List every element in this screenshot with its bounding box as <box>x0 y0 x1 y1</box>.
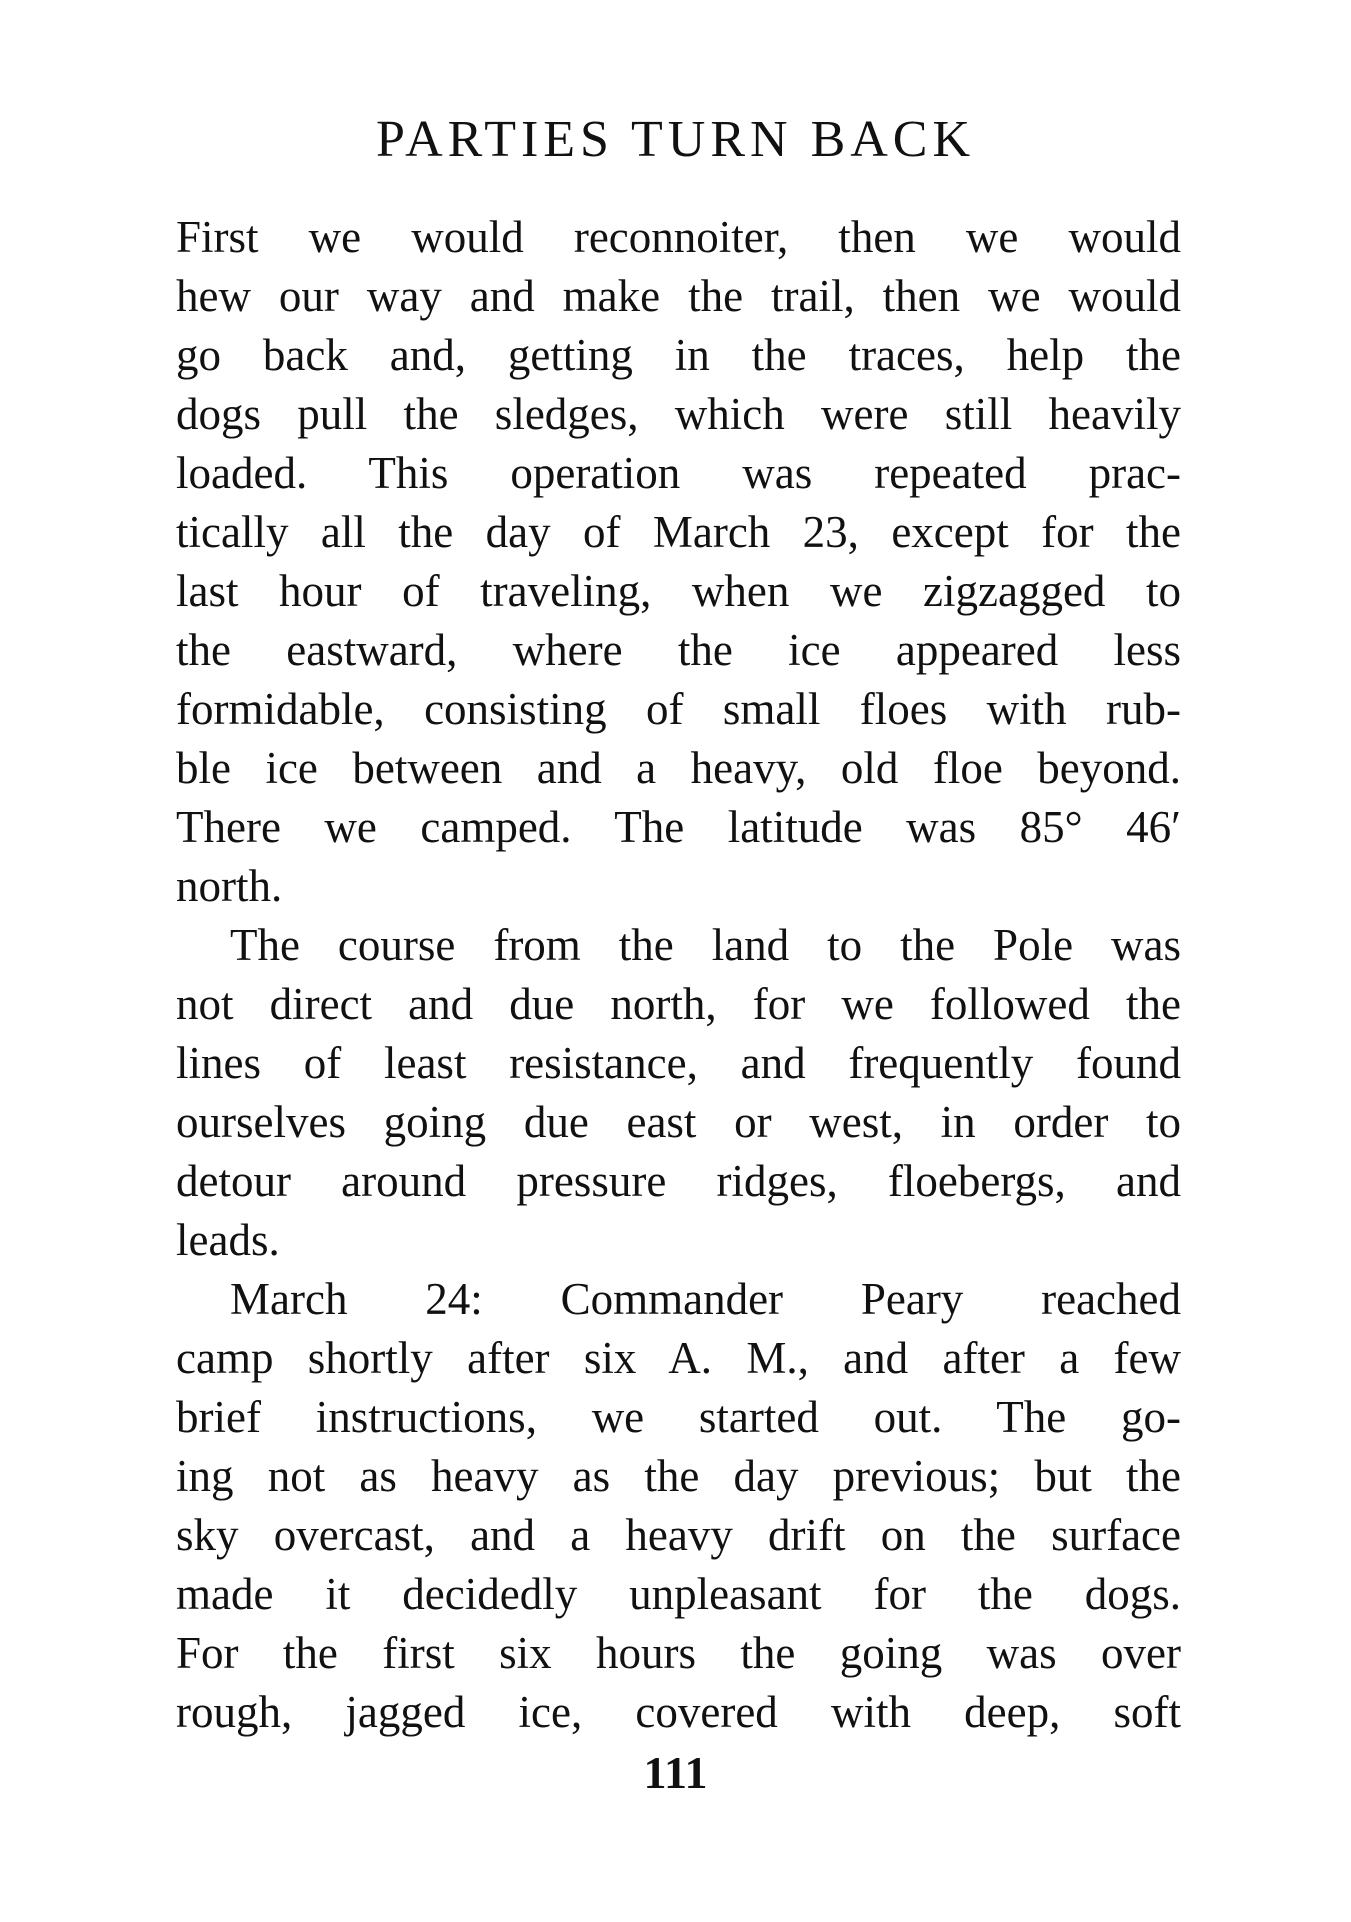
body-text <box>176 208 1181 1742</box>
text-line: leads. <box>176 1215 280 1265</box>
page-number: 111 <box>643 1747 708 1798</box>
paragraph <box>176 1270 1181 1742</box>
text-line: north. <box>176 861 283 911</box>
text-line: formidable, consisting of small floes with rub- <box>176 684 1181 734</box>
text-line: go back and, getting in the traces, help the <box>176 330 1181 380</box>
text-line: made it decidedly unpleasant for the dogs. <box>176 1569 1181 1619</box>
text-line: The course from the land to the Pole was <box>230 920 1181 970</box>
text-line: lines of least resistance, and frequently found <box>176 1038 1181 1088</box>
paragraph <box>176 916 1181 1270</box>
text-line: hew our way and make the trail, then we would <box>176 271 1181 321</box>
text-line: March 24: Commander Peary reached <box>230 1274 1181 1324</box>
text-line: First we would reconnoiter, then we would <box>176 212 1181 262</box>
text-line: not direct and due north, for we followed the <box>176 979 1181 1029</box>
text-line: For the first six hours the going was over <box>176 1628 1181 1678</box>
text-line: ble ice between and a heavy, old floe beyond. <box>176 743 1181 793</box>
text-line: tically all the day of March 23, except for the <box>176 507 1181 557</box>
text-line: rough, jagged ice, covered with deep, soft <box>176 1687 1181 1737</box>
text-line: the eastward, where the ice appeared less <box>176 625 1181 675</box>
text-line: There we camped. The latitude was 85° 46′ <box>176 802 1181 852</box>
text-line: detour around pressure ridges, floebergs, and <box>176 1156 1181 1206</box>
text-line: ing not as heavy as the day previous; but the <box>176 1451 1181 1501</box>
text-line: ourselves going due east or west, in order to <box>176 1097 1181 1147</box>
text-line: brief instructions, we started out. The go- <box>176 1392 1181 1442</box>
running-title: PARTIES TURN BACK <box>375 111 976 168</box>
text-line: camp shortly after six A. M., and after a few <box>176 1333 1181 1383</box>
paragraph <box>176 208 1181 916</box>
text-line: sky overcast, and a heavy drift on the surface <box>176 1510 1181 1560</box>
text-line: dogs pull the sledges, which were still heavily <box>176 389 1181 439</box>
text-line: last hour of traveling, when we zigzagged to <box>176 566 1181 616</box>
text-line: loaded. This operation was repeated prac- <box>176 448 1181 498</box>
